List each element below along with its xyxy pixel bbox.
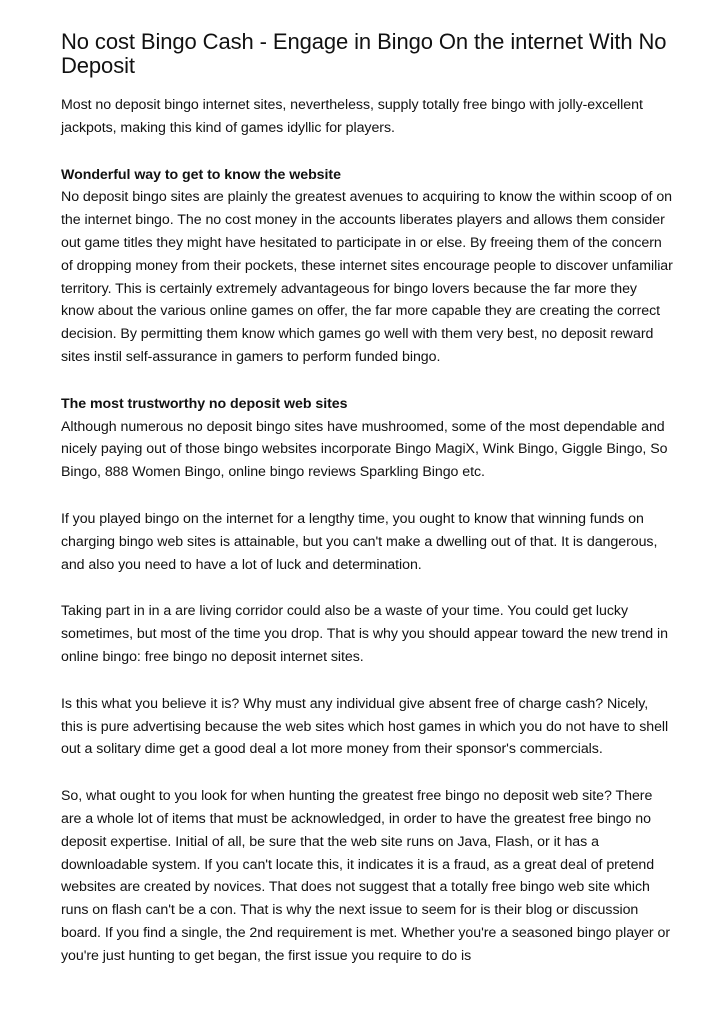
document-title: No cost Bingo Cash - Engage in Bingo On the internet With No Deposit [61, 29, 667, 78]
section-trustworthy-sites [61, 393, 673, 484]
section-wonderful-way [61, 164, 673, 369]
paragraph-text: No deposit bingo sites are plainly the greatest avenues to acquiring to know the within scoop of on the internet bingo. The no cost money in the accounts liberates players and allows them consider out game titles they might have hesitated to participate in or else. By freeing them of the concern of dropping money from their pockets, these internet sites encourage people to discover unfamiliar territory. This is certainly extremely advantageous for bingo lovers because the far more they know about the various online games on offer, the far more capable they are creating the correct decision. By permitting them know which games go well with them very best, no deposit reward sites instil self-assurance in gamers to perform funded bingo. [61, 189, 673, 365]
document-page [61, 30, 673, 992]
paragraph-text: So, what ought to you look for when hunting the greatest free bingo no deposit web site? There are a whole lot of items that must be acknowledged, in order to have the greatest free bingo no deposit expertise. Initial of all, be sure that the web site runs on Java, Flash, or it has a downloadable system. If you can't locate this, it indicates it is a fraud, as a great deal of pretend websites are created by novices. That does not suggest that a totally free bingo web site which runs on flash can't be a con. That is why the next issue to seem for is their blog or discussion board. If you find a single, the 2nd requirement is met. Whether you're a seasoned bingo player or you're just hunting to get began, the first issue you require to do is [61, 788, 671, 964]
section-heading: Wonderful way to get to know the website [61, 166, 341, 183]
paragraph-text: Most no deposit bingo internet sites, nevertheless, supply totally free bingo with jolly-excellent jackpots, making this kind of games idyllic for players. [61, 97, 643, 136]
paragraph-text: Taking part in in a are living corridor could also be a waste of your time. You could get lucky sometimes, but most of the time you drop. That is why you should appear toward the new trend in online bingo: free bingo no deposit internet sites. [61, 603, 668, 665]
paragraph-intro [61, 94, 673, 140]
paragraph-text: Although numerous no deposit bingo sites have mushroomed, some of the most dependable and nicely paying out of those bingo websites incorporate Bingo MagiX, Wink Bingo, Giggle Bingo, So Bingo, 888 Women Bingo, online bingo reviews Sparkling Bingo etc. [61, 418, 668, 481]
section-heading: The most trustworthy no deposit web sites [61, 395, 348, 412]
paragraph-look-for [61, 785, 673, 967]
paragraph-living-corridor [61, 600, 673, 668]
paragraph-believe [61, 693, 673, 761]
paragraph-text: If you played bingo on the internet for a lengthy time, you ought to know that winning funds on charging bingo web sites is attainable, but you can't make a dwelling out of that. It is dangerous, and also you need to have a lot of luck and determination. [61, 510, 658, 573]
paragraph-played-bingo [61, 508, 673, 576]
paragraph-text: Is this what you believe it is? Why must any individual give absent free of charge cash? Nicely, this is pure advertising because the web sites which host games in which you do not have to shell out a solitary dime get a good deal a lot more money from their sponsor's commercials. [61, 695, 669, 758]
